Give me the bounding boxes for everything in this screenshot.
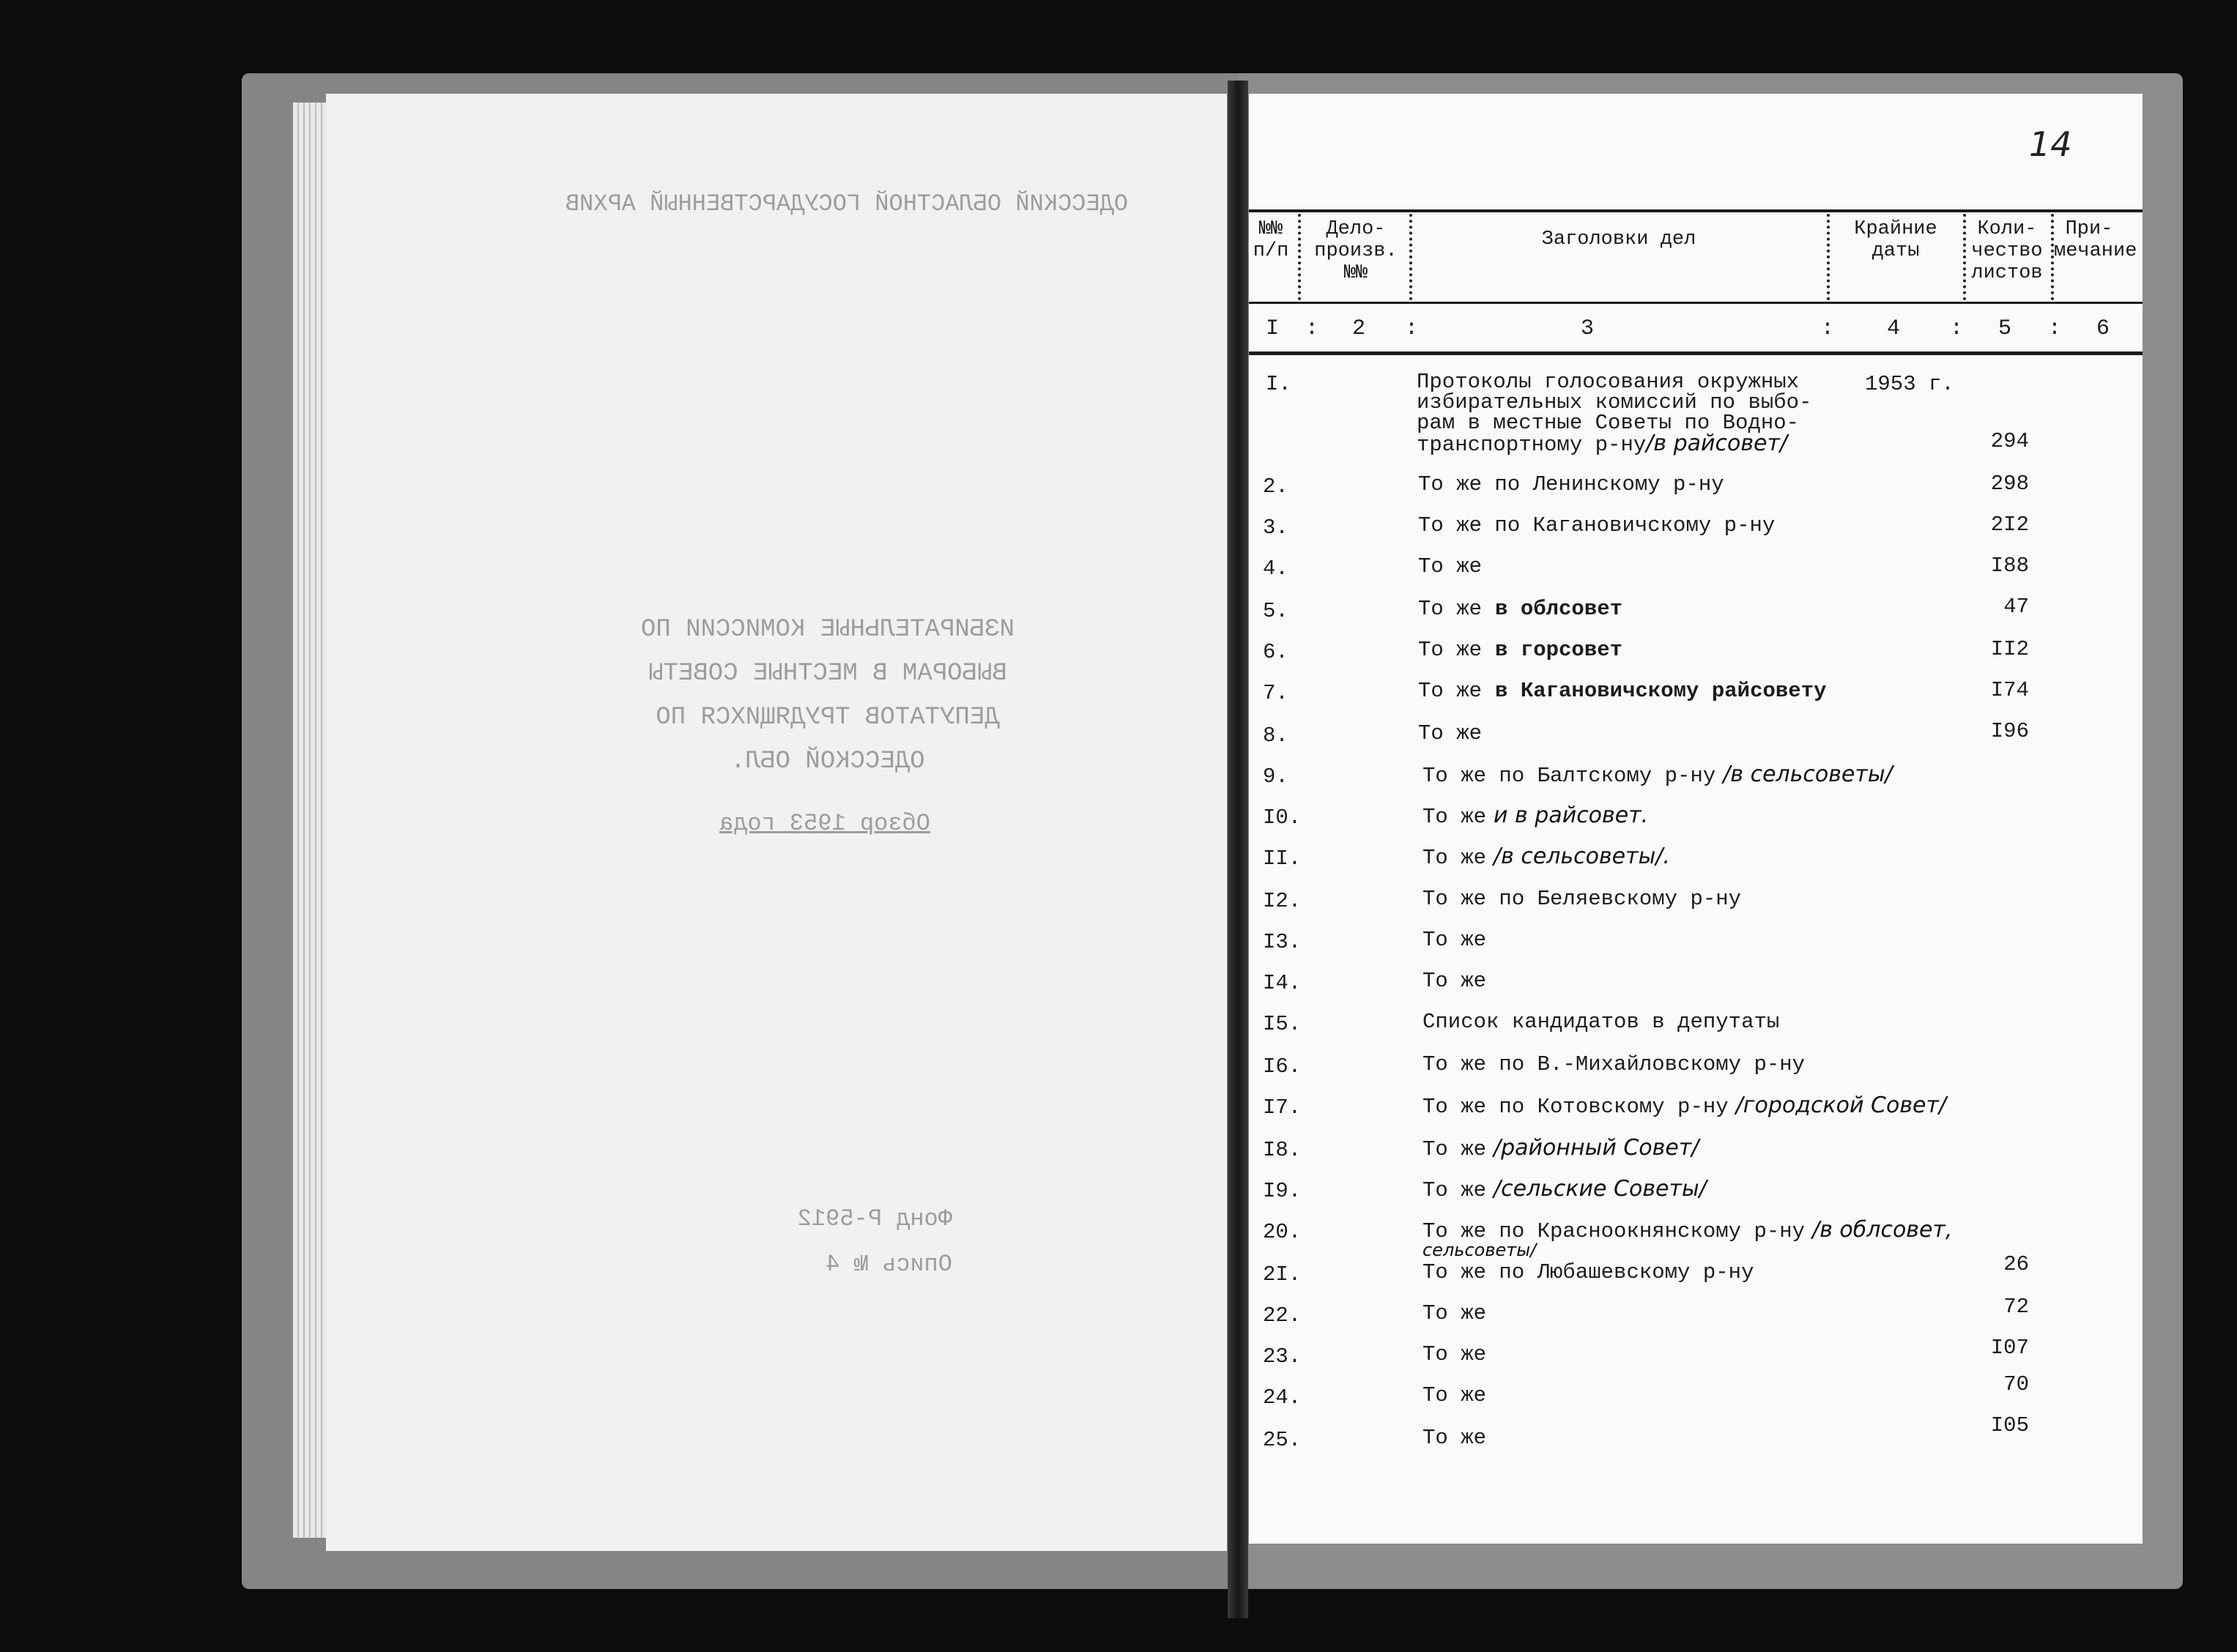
row-title bbox=[1418, 723, 1482, 744]
bleed-through-year: Обзор 1953 года bbox=[719, 810, 930, 837]
row-title bbox=[1422, 844, 1670, 870]
column-number: 3 bbox=[1581, 316, 1595, 341]
row-sheet-count: II2 bbox=[1990, 637, 2029, 661]
row-title bbox=[1422, 764, 1893, 786]
row-number: 23. bbox=[1263, 1344, 1302, 1369]
row-sheet-count: I96 bbox=[1990, 719, 2029, 743]
row-number: 6. bbox=[1263, 640, 1288, 664]
handwritten-note: /городской Совет/ bbox=[1735, 1093, 1947, 1118]
handwritten-note: /в сельсоветы/. bbox=[1494, 844, 1670, 869]
row-title-text: Список кандидатов в депутаты bbox=[1422, 1010, 1780, 1034]
row-title-text: То же по Кагановичскому р-ну bbox=[1418, 513, 1776, 537]
row-title-text: То же bbox=[1422, 1178, 1487, 1202]
row-title bbox=[1418, 472, 1724, 496]
handwritten-note: и в райсовет. bbox=[1494, 803, 1649, 828]
row-title-text: То же bbox=[1418, 554, 1483, 578]
row-number: 9. bbox=[1263, 764, 1288, 789]
row-title-text: То же bbox=[1418, 721, 1483, 745]
table-top-rule bbox=[1249, 209, 2143, 212]
row-title bbox=[1422, 805, 1648, 827]
column-divider bbox=[1298, 214, 1301, 300]
column-number: 6 bbox=[2096, 316, 2110, 341]
row-title-text: То же по Красноокнянскому р-ну bbox=[1422, 1219, 1806, 1243]
row-title bbox=[1422, 971, 1486, 991]
row-number: II. bbox=[1263, 847, 1302, 871]
row-number: I8. bbox=[1263, 1138, 1302, 1162]
row-number: I2. bbox=[1263, 889, 1302, 913]
row-title-text: То же по Котовскому р-ну bbox=[1422, 1095, 1729, 1119]
row-number: 2. bbox=[1263, 475, 1288, 499]
bleed-through-archive-header: ОДЕССКИЙ ОБЛАСТНОЙ ГОСУДАРСТВЕННЫЙ АРХИВ bbox=[565, 190, 1128, 217]
column-number: 4 bbox=[1887, 316, 1901, 341]
row-number: 7. bbox=[1263, 681, 1288, 705]
row-title-text: То же bbox=[1422, 969, 1487, 993]
row-title bbox=[1422, 1176, 1707, 1202]
bleed-through-fond bbox=[791, 1197, 952, 1287]
row-number: 5. bbox=[1263, 599, 1288, 623]
column-separator: : bbox=[1405, 316, 1419, 341]
row-title bbox=[1418, 554, 1483, 578]
row-title-line: Протоколы голосования окружных bbox=[1417, 370, 1800, 394]
bleed-through-title bbox=[623, 608, 1033, 784]
row-number: 20. bbox=[1263, 1220, 1302, 1244]
column-separator: : bbox=[1305, 316, 1319, 341]
row-title-text: То же bbox=[1422, 928, 1487, 952]
header-sheet-count: Коли- чество листов bbox=[1971, 218, 2043, 284]
header-notes: При- мечание bbox=[2054, 218, 2137, 262]
bleed-fond-line: Фонд Р-5912 bbox=[797, 1205, 952, 1232]
row-title bbox=[1422, 1012, 1779, 1032]
row-title bbox=[1418, 513, 1776, 537]
handwritten-note: /в сельсоветы/ bbox=[1723, 762, 1893, 787]
row-title-addition: в горсовет bbox=[1495, 638, 1623, 662]
row-title bbox=[1422, 1135, 1699, 1161]
row-title bbox=[1422, 1262, 1754, 1283]
row-title-text: То же bbox=[1418, 638, 1483, 662]
row-number: I9. bbox=[1263, 1179, 1302, 1203]
row-number: 8. bbox=[1263, 723, 1288, 748]
row-title-text: То же bbox=[1422, 1383, 1487, 1407]
column-separator: : bbox=[2048, 316, 2062, 341]
column-divider bbox=[1409, 214, 1412, 300]
row-number: 3. bbox=[1263, 516, 1288, 540]
row-title-text: То же bbox=[1422, 1426, 1487, 1450]
handwritten-note: /сельские Советы/ bbox=[1494, 1176, 1707, 1202]
bleed-title-line: ИЗБИРАТЕЛЬНЫЕ КОМИССИИ ПО bbox=[640, 616, 1015, 644]
column-separator: : bbox=[1950, 316, 1964, 341]
row-sheet-count: 298 bbox=[1990, 472, 2029, 496]
bleed-title-line: ОДЕССКОЙ ОБЛ. bbox=[730, 748, 925, 775]
header-case-number: Дело- произв. №№ bbox=[1314, 218, 1398, 284]
book-spine bbox=[1228, 81, 1248, 1618]
row-number: I6. bbox=[1263, 1054, 1302, 1079]
row-title-text: То же по Беляевскому р-ну bbox=[1422, 887, 1742, 911]
column-separator: : bbox=[1821, 316, 1835, 341]
table-column-number-rule bbox=[1249, 351, 2143, 355]
row-title bbox=[1418, 599, 1622, 620]
row-title bbox=[1417, 372, 1812, 455]
row-title-text: То же по Ленинскому р-ну bbox=[1418, 472, 1724, 496]
row-number: I4. bbox=[1263, 971, 1302, 995]
row-title bbox=[1422, 930, 1486, 950]
row-number: I5. bbox=[1263, 1012, 1302, 1036]
row-title bbox=[1422, 889, 1741, 909]
row-title bbox=[1422, 1428, 1486, 1448]
row-sheet-count: 47 bbox=[2003, 595, 2029, 619]
row-title bbox=[1422, 1344, 1486, 1365]
row-title-text: То же bbox=[1422, 1301, 1487, 1325]
header-case-titles: Заголовки дел bbox=[1541, 228, 1696, 250]
row-title-addition: в Кагановичскому райсовету bbox=[1495, 679, 1827, 703]
row-title-text: То же bbox=[1422, 846, 1487, 870]
row-title-text: То же bbox=[1422, 1137, 1487, 1161]
row-title-text: То же по Любашевскому р-ну bbox=[1422, 1260, 1754, 1284]
header-number: №№ п/п bbox=[1253, 218, 1289, 262]
row-title bbox=[1422, 1095, 1946, 1117]
right-page bbox=[1249, 94, 2143, 1544]
column-number: I bbox=[1266, 316, 1280, 341]
row-sheet-count: 26 bbox=[2003, 1252, 2029, 1276]
row-date: 1953 г. bbox=[1865, 372, 1954, 396]
row-sheet-count: I05 bbox=[1990, 1413, 2029, 1437]
row-sheet-count: 70 bbox=[2003, 1372, 2029, 1396]
row-number: 4. bbox=[1263, 557, 1288, 581]
row-sheet-count: 72 bbox=[2003, 1295, 2029, 1319]
row-title-text: То же bbox=[1422, 1342, 1487, 1366]
row-number: I. bbox=[1266, 372, 1291, 396]
row-title-text: То же по Балтскому р-ну bbox=[1422, 764, 1716, 788]
handwritten-note: /в райсовет/ bbox=[1646, 431, 1788, 456]
header-dates: Крайние даты bbox=[1854, 218, 1937, 262]
row-title-line bbox=[1417, 431, 1812, 457]
row-sheet-count: 294 bbox=[1990, 429, 2029, 453]
row-title-text: То же bbox=[1422, 805, 1487, 829]
row-number: 25. bbox=[1263, 1428, 1302, 1452]
row-sheet-count: I88 bbox=[1990, 554, 2029, 578]
row-title-line: избирательных комиссий по выбо- bbox=[1417, 390, 1812, 414]
table-header-rule bbox=[1249, 302, 2143, 304]
page-number: 14 bbox=[2029, 124, 2072, 164]
column-number: 2 bbox=[1352, 316, 1366, 341]
row-title bbox=[1422, 1385, 1486, 1406]
row-sheet-count: 2I2 bbox=[1990, 513, 2029, 537]
handwritten-note: /районный Совет/ bbox=[1494, 1135, 1699, 1161]
row-title bbox=[1422, 1217, 1953, 1260]
row-number: 24. bbox=[1263, 1385, 1302, 1410]
bleed-title-line: ВЫБОРАМ В МЕСТНЫЕ СОВЕТЫ bbox=[648, 660, 1007, 688]
row-sheet-count: I07 bbox=[1990, 1336, 2029, 1360]
row-title-line: рам в местные Советы по Водно- bbox=[1417, 411, 1800, 435]
row-sheet-count: I74 bbox=[1990, 678, 2029, 702]
row-title-addition: в облсовет bbox=[1495, 597, 1623, 621]
column-number: 5 bbox=[1998, 316, 2012, 341]
handwritten-note: /в облсовет, bbox=[1812, 1217, 1953, 1243]
row-title bbox=[1418, 640, 1622, 661]
row-title bbox=[1422, 1054, 1805, 1075]
row-title-text: То же bbox=[1418, 679, 1483, 703]
row-number: I7. bbox=[1263, 1095, 1302, 1120]
handwritten-note-continuation: сельсоветы/ bbox=[1422, 1240, 1537, 1260]
row-number: 2I. bbox=[1263, 1262, 1302, 1287]
row-number: I0. bbox=[1263, 805, 1302, 830]
row-number: 22. bbox=[1263, 1303, 1302, 1328]
row-title-text: транспортному р-ну bbox=[1417, 433, 1647, 457]
bleed-opis-line: Опись № 4 bbox=[826, 1251, 952, 1278]
row-title-text: То же по В.-Михайловскому р-ну bbox=[1422, 1052, 1806, 1076]
row-number: I3. bbox=[1263, 930, 1302, 954]
column-divider bbox=[1827, 214, 1830, 300]
row-title bbox=[1422, 1303, 1486, 1324]
bleed-title-line: ДЕПУТАТОВ ТРУДЯЩИХСЯ ПО bbox=[656, 704, 1000, 732]
row-title-text: То же bbox=[1418, 597, 1483, 621]
row-title bbox=[1418, 681, 1827, 702]
